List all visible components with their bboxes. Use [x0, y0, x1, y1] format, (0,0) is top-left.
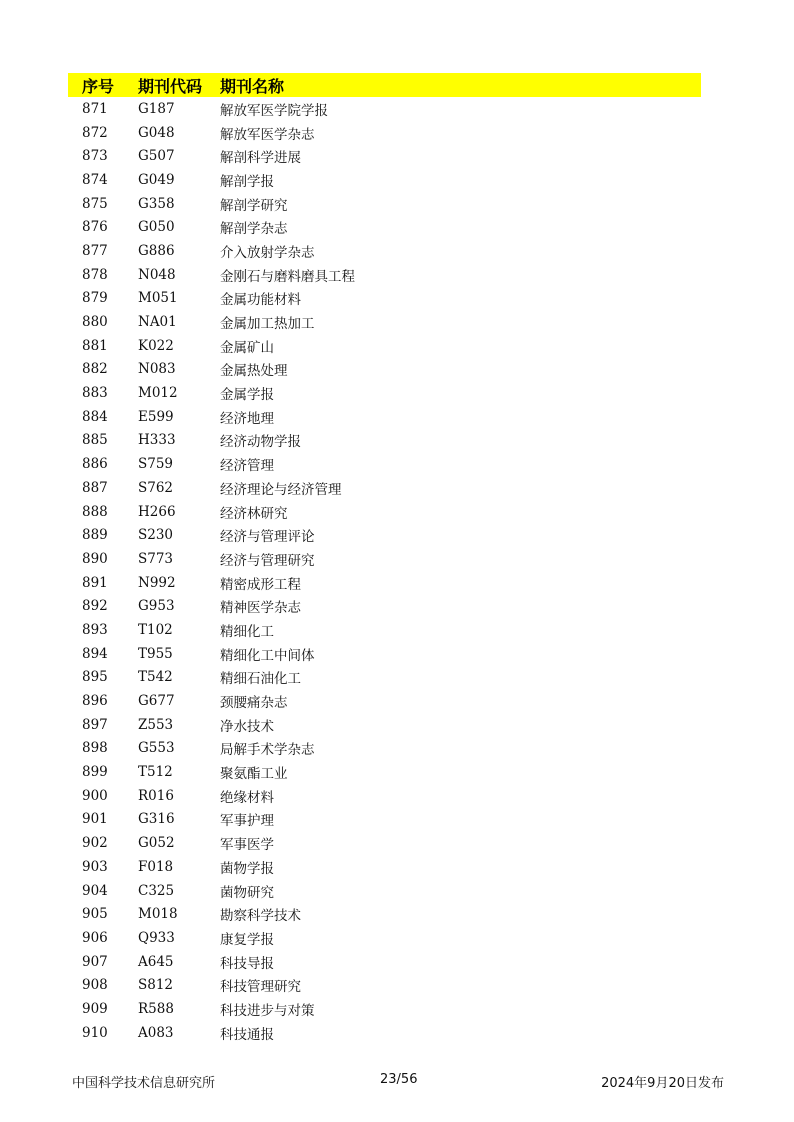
footer-institution: 中国科学技术信息研究所	[72, 1076, 216, 1091]
row-name: 军事医学	[220, 837, 274, 854]
row-seq: 886	[82, 456, 108, 473]
row-code: S812	[138, 977, 174, 994]
row-code: C325	[138, 882, 175, 899]
row-name: 精细化工	[220, 623, 274, 640]
table-row	[68, 358, 701, 382]
row-seq: 905	[82, 906, 108, 923]
row-code: R588	[138, 1000, 174, 1017]
row-code: NA01	[138, 314, 177, 331]
row-seq: 874	[82, 171, 108, 188]
table-body	[68, 97, 701, 1045]
table-row	[68, 689, 701, 713]
row-name: 精神医学杂志	[220, 600, 301, 617]
header-name: 期刊名称	[220, 76, 285, 96]
row-code: S762	[138, 479, 174, 496]
row-name: 军事护理	[220, 813, 274, 830]
table-row	[68, 500, 701, 524]
row-seq: 895	[82, 669, 108, 686]
table-row	[68, 571, 701, 595]
row-seq: 898	[82, 740, 108, 757]
row-name: 精密成形工程	[220, 576, 301, 593]
row-name: 勘察科学技术	[220, 908, 301, 925]
row-code: G048	[138, 124, 175, 141]
row-name: 解剖学杂志	[220, 221, 288, 238]
row-seq: 890	[82, 550, 108, 567]
footer-page-number: 23/56	[380, 1072, 418, 1087]
table-row	[68, 760, 701, 784]
row-code: N083	[138, 361, 176, 378]
row-seq: 903	[82, 858, 108, 875]
row-code: S773	[138, 550, 174, 567]
row-seq: 899	[82, 764, 108, 781]
row-seq: 891	[82, 574, 108, 591]
row-name: 聚氨酯工业	[220, 766, 288, 783]
table-row	[68, 642, 701, 666]
row-seq: 893	[82, 621, 108, 638]
row-seq: 880	[82, 314, 108, 331]
row-seq: 873	[82, 148, 108, 165]
table-row	[68, 713, 701, 737]
row-code: G553	[138, 740, 175, 757]
row-seq: 883	[82, 385, 108, 402]
row-name: 颈腰痛杂志	[220, 695, 288, 712]
row-seq: 876	[82, 219, 108, 236]
row-seq: 907	[82, 953, 108, 970]
table-row	[68, 168, 701, 192]
row-name: 金属功能材料	[220, 292, 301, 309]
table-row	[68, 476, 701, 500]
row-seq: 881	[82, 337, 108, 354]
row-code: S759	[138, 456, 174, 473]
table-row	[68, 547, 701, 571]
row-name: 金属热处理	[220, 363, 288, 380]
row-seq: 884	[82, 408, 108, 425]
row-seq: 909	[82, 1000, 108, 1017]
row-name: 净水技术	[220, 718, 274, 735]
table-row	[68, 737, 701, 761]
table-row	[68, 950, 701, 974]
row-seq: 889	[82, 527, 108, 544]
table-row	[68, 1021, 701, 1045]
row-code: M051	[138, 290, 178, 307]
table-row	[68, 97, 701, 121]
row-seq: 892	[82, 598, 108, 615]
row-code: S230	[138, 527, 174, 544]
row-name: 金属矿山	[220, 339, 274, 356]
table-row	[68, 997, 701, 1021]
row-seq: 896	[82, 693, 108, 710]
table-row	[68, 666, 701, 690]
row-code: A645	[138, 953, 174, 970]
row-name: 解放军医学杂志	[220, 126, 315, 143]
row-seq: 871	[82, 100, 108, 117]
row-code: G049	[138, 171, 175, 188]
table-row	[68, 784, 701, 808]
row-code: M012	[138, 385, 178, 402]
header-code: 期刊代码	[138, 76, 203, 96]
row-code: T102	[138, 621, 173, 638]
row-name: 康复学报	[220, 931, 274, 948]
row-code: R016	[138, 787, 174, 804]
row-seq: 877	[82, 242, 108, 259]
row-name: 精细化工中间体	[220, 647, 315, 664]
row-name: 局解手术学杂志	[220, 742, 315, 759]
row-code: G358	[138, 195, 175, 212]
row-name: 金属学报	[220, 387, 274, 404]
table-row	[68, 334, 701, 358]
table-row	[68, 523, 701, 547]
table-row	[68, 594, 701, 618]
table-header-row	[68, 73, 701, 97]
row-name: 经济与管理研究	[220, 552, 315, 569]
row-seq: 897	[82, 716, 108, 733]
row-code: M018	[138, 906, 178, 923]
row-name: 精细石油化工	[220, 671, 301, 688]
row-seq: 894	[82, 645, 108, 662]
table-row	[68, 452, 701, 476]
row-code: H266	[138, 503, 176, 520]
row-seq: 902	[82, 835, 108, 852]
journal-table	[68, 73, 701, 1045]
row-seq: 904	[82, 882, 108, 899]
row-code: G677	[138, 693, 175, 710]
row-code: T512	[138, 764, 173, 781]
row-name: 经济林研究	[220, 505, 288, 522]
table-row	[68, 902, 701, 926]
row-name: 金刚石与磨料磨具工程	[220, 268, 355, 285]
row-code: T542	[138, 669, 173, 686]
row-name: 经济理论与经济管理	[220, 481, 342, 498]
table-row	[68, 405, 701, 429]
row-code: G052	[138, 835, 175, 852]
row-name: 解剖科学进展	[220, 150, 301, 167]
row-name: 菌物研究	[220, 884, 274, 901]
table-row	[68, 192, 701, 216]
table-row	[68, 287, 701, 311]
row-seq: 910	[82, 1024, 108, 1041]
row-seq: 887	[82, 479, 108, 496]
row-code: T955	[138, 645, 173, 662]
row-code: H333	[138, 432, 176, 449]
table-row	[68, 381, 701, 405]
row-seq: 879	[82, 290, 108, 307]
table-row	[68, 429, 701, 453]
header-seq: 序号	[82, 76, 115, 96]
row-seq: 906	[82, 929, 108, 946]
row-name: 经济动物学报	[220, 434, 301, 451]
row-code: G187	[138, 100, 175, 117]
row-code: Z553	[138, 716, 174, 733]
table-row	[68, 215, 701, 239]
row-name: 菌物学报	[220, 860, 274, 877]
row-code: E599	[138, 408, 174, 425]
row-code: G050	[138, 219, 175, 236]
row-name: 解剖学报	[220, 173, 274, 190]
row-code: G953	[138, 598, 175, 615]
table-row	[68, 831, 701, 855]
row-name: 解放军医学院学报	[220, 102, 328, 119]
table-row	[68, 618, 701, 642]
row-name: 科技导报	[220, 955, 274, 972]
row-code: N992	[138, 574, 176, 591]
row-seq: 901	[82, 811, 108, 828]
row-code: K022	[138, 337, 174, 354]
row-name: 科技管理研究	[220, 979, 301, 996]
table-row	[68, 973, 701, 997]
table-row	[68, 855, 701, 879]
row-name: 经济与管理评论	[220, 529, 315, 546]
row-name: 经济管理	[220, 458, 274, 475]
table-row	[68, 808, 701, 832]
row-code: N048	[138, 266, 176, 283]
row-seq: 885	[82, 432, 108, 449]
table-row	[68, 121, 701, 145]
row-name: 科技进步与对策	[220, 1002, 315, 1019]
row-code: G507	[138, 148, 175, 165]
row-name: 经济地理	[220, 410, 274, 427]
row-seq: 872	[82, 124, 108, 141]
row-name: 解剖学研究	[220, 197, 288, 214]
row-name: 绝缘材料	[220, 789, 274, 806]
table-row	[68, 310, 701, 334]
footer-publish-date: 2024年9月20日发布	[601, 1076, 724, 1091]
row-seq: 900	[82, 787, 108, 804]
row-name: 科技通报	[220, 1026, 274, 1043]
row-code: G316	[138, 811, 175, 828]
table-row	[68, 263, 701, 287]
page-footer	[72, 1072, 724, 1092]
row-seq: 908	[82, 977, 108, 994]
row-name: 介入放射学杂志	[220, 244, 315, 261]
table-row	[68, 239, 701, 263]
row-name: 金属加工热加工	[220, 316, 315, 333]
table-row	[68, 144, 701, 168]
row-code: A083	[138, 1024, 174, 1041]
table-row	[68, 926, 701, 950]
row-code: F018	[138, 858, 174, 875]
row-seq: 882	[82, 361, 108, 378]
row-seq: 888	[82, 503, 108, 520]
row-code: G886	[138, 242, 175, 259]
row-seq: 875	[82, 195, 108, 212]
row-seq: 878	[82, 266, 108, 283]
row-code: Q933	[138, 929, 175, 946]
table-row	[68, 879, 701, 903]
